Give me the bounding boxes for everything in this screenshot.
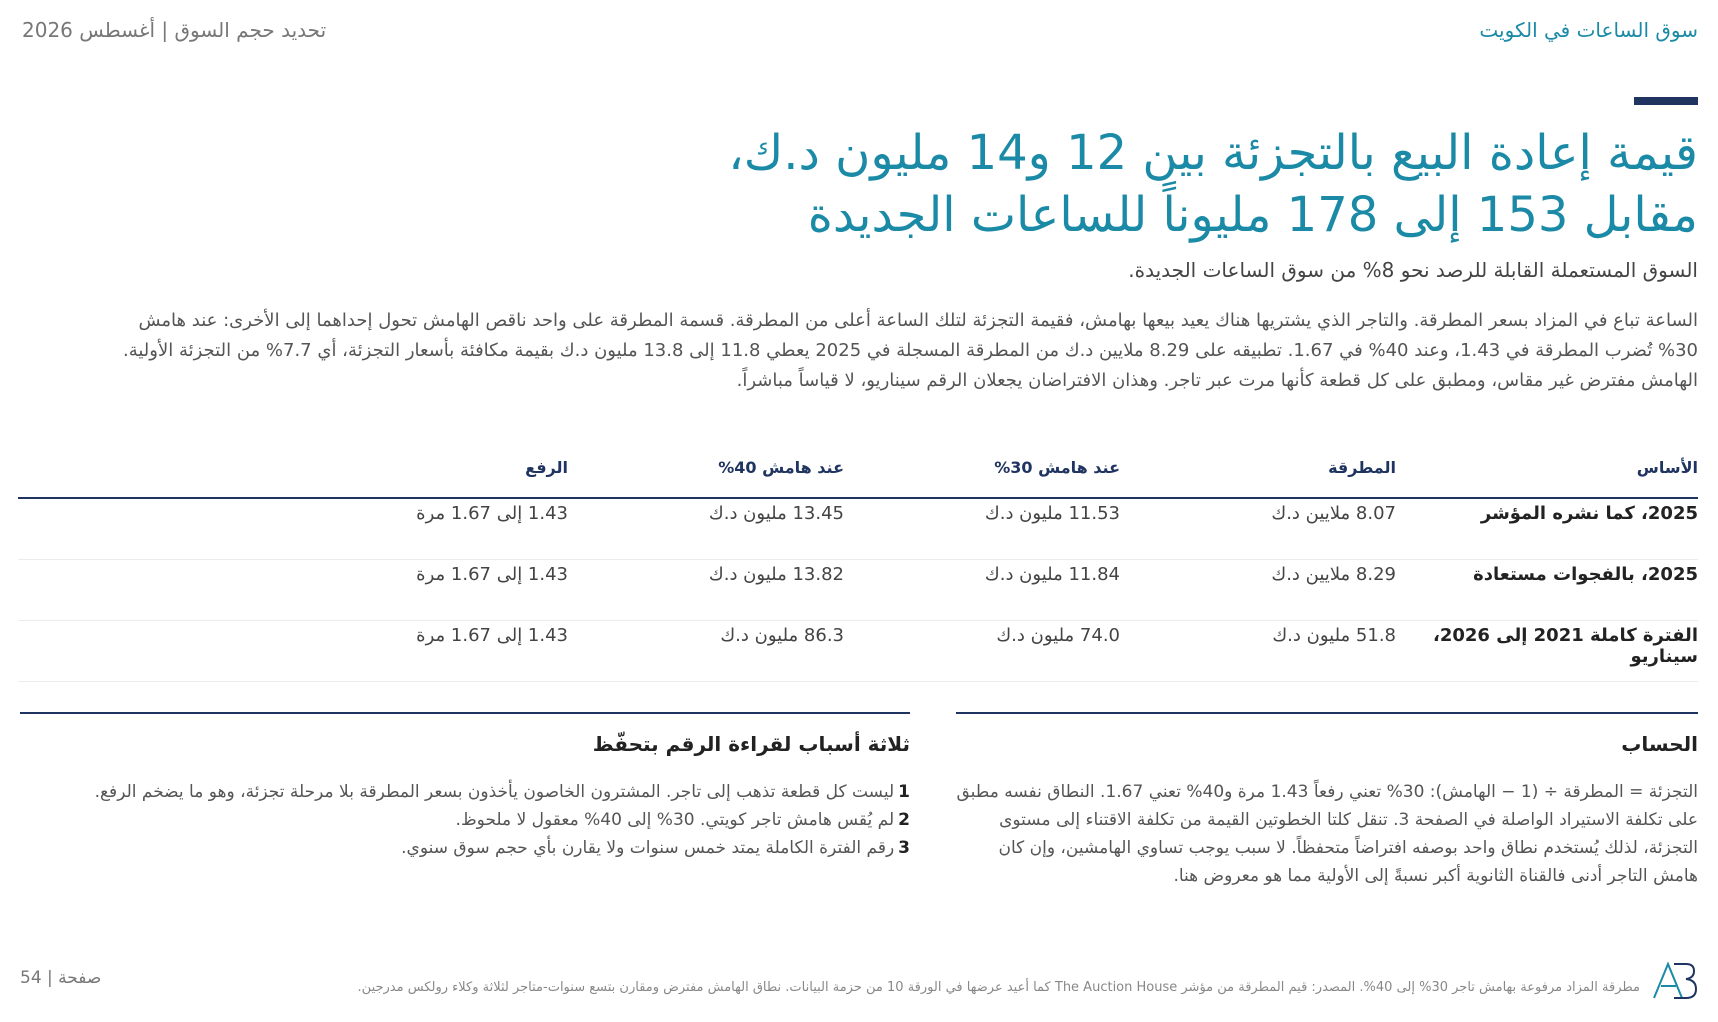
list-item-text: لم يُقس هامش تاجر كويتي. 30% إلى 40% معقول لا ملحوظ.: [455, 810, 895, 830]
column-header-uplift: الرفع: [18, 452, 568, 498]
title-accent-bar: [1634, 97, 1698, 105]
list-item-number: 2: [898, 810, 910, 830]
cell-margin-30: 11.84 مليون د.ك: [844, 560, 1120, 621]
caveats-heading: ثلاثة أسباب لقراءة الرقم بتحفّظ: [592, 732, 910, 756]
section-header: سوق الساعات في الكويت: [1479, 18, 1698, 42]
list-item-text: ليست كل قطعة تذهب إلى تاجر. المشترون الخاصون يأخذون بسعر المطرقة بلا مرحلة تجزئة، وهو ما يضخم الرفع.: [94, 782, 895, 802]
cell-basis: 2025، كما نشره المؤشر: [1396, 498, 1698, 560]
table-row: [18, 498, 1698, 560]
brand-logo: [1652, 960, 1698, 1000]
retail-value-table: [18, 452, 1698, 682]
cell-margin-30: 74.0 مليون د.ك: [844, 621, 1120, 682]
page-number: صفحة | 54: [20, 968, 102, 988]
list-item: [20, 834, 910, 862]
column-header-margin-40: عند هامش 40%: [568, 452, 844, 498]
column-header-hammer: المطرقة: [1120, 452, 1396, 498]
table-row: [18, 621, 1698, 682]
column-header-basis: الأساس: [1396, 452, 1698, 498]
calculation-heading: الحساب: [1621, 732, 1698, 756]
list-item: [20, 806, 910, 834]
cell-hammer: 51.8 مليون د.ك: [1120, 621, 1396, 682]
cell-basis: الفترة كاملة 2021 إلى 2026، سيناريو: [1396, 621, 1698, 682]
cell-hammer: 8.29 ملايين د.ك: [1120, 560, 1396, 621]
cell-margin-40: 86.3 مليون د.ك: [568, 621, 844, 682]
table-header-row: [18, 452, 1698, 498]
calculation-text: التجزئة = المطرقة ÷ (1 − الهامش): 30% تعني رفعاً 1.43 مرة و40% تعني 1.67. النطاق نفسه مطبق على تكلفة الاستيراد الواصلة في الصفحة 3. تنقل كلتا الخطوتين القيمة من تكلفة الاقتناء إلى مستوى التجزئة، لذلك يُستخدم نطاق واحد بوصفه افتراضاً متحفظاً. لا سبب يوجب تساوي الهامشين، وإن كان هامش التاجر أدنى فالقناة الثانوية أكبر نسبةً إلى الأولية مما هو معروض هنا.: [956, 782, 1698, 886]
cell-uplift: 1.43 إلى 1.67 مرة: [18, 621, 568, 682]
cell-uplift: 1.43 إلى 1.67 مرة: [18, 560, 568, 621]
cell-margin-40: 13.45 مليون د.ك: [568, 498, 844, 560]
cell-hammer: 8.07 ملايين د.ك: [1120, 498, 1396, 560]
calculation-section: [956, 712, 1698, 890]
list-item-number: 3: [898, 838, 910, 858]
cell-margin-40: 13.82 مليون د.ك: [568, 560, 844, 621]
column-header-margin-30: عند هامش 30%: [844, 452, 1120, 498]
title-line-1: قيمة إعادة البيع بالتجزئة بين 12 و14 مليون د.ك،: [728, 125, 1698, 181]
caveats-list: [20, 778, 910, 862]
list-item-text: رقم الفترة الكاملة يمتد خمس سنوات ولا يقارن بأي حجم سوق سنوي.: [401, 838, 895, 858]
cell-basis: 2025، بالفجوات مستعادة: [1396, 560, 1698, 621]
page-title: [538, 122, 1698, 246]
report-header: تحديد حجم السوق | أغسطس 2026: [22, 18, 327, 42]
body-paragraph: الساعة تباع في المزاد بسعر المطرقة. والتاجر الذي يشتريها هناك يعيد بيعها بهامش، فقيمة التجزئة لتلك الساعة أعلى من المطرقة. قسمة المطرقة على واحد ناقص الهامش تحول إحداهما إلى الأخرى: عند هامش 30% تُضرب المطرقة في 1.43، وعند 40% في 1.67. تطبيقه على 8.29 ملايين د.ك من المطرقة المسجلة في 2025 يعطي 11.8 إلى 13.8 مليون د.ك بقيمة مكافئة بأسعار التجزئة، أي 7.7% من التجزئة الأولية. الهامش مفترض غير مقاس، ومطبق على كل قطعة كأنها مرت عبر تاجر. وهذان الافتراضان يجعلان الرقم سيناريو، لا قياساً مباشراً.: [123, 310, 1698, 391]
caveats-section: [20, 712, 910, 879]
cell-uplift: 1.43 إلى 1.67 مرة: [18, 498, 568, 560]
cell-margin-30: 11.53 مليون د.ك: [844, 498, 1120, 560]
source-footnote: مطرقة المزاد مرفوعة بهامش تاجر 30% إلى 40%. المصدر: قيم المطرقة من مؤشر The Auction House كما أعيد عرضها في الورقة 10 من حزمة البيانات. نطاق الهامش مفترض ومقارن بتسع سنوات-متاجر لثلاثة وكلاء رولكس مدرجين.: [357, 980, 1640, 995]
list-item-number: 1: [898, 782, 910, 802]
page-subtitle: السوق المستعملة القابلة للرصد نحو 8% من سوق الساعات الجديدة.: [1128, 258, 1698, 282]
title-line-2: مقابل 153 إلى 178 مليوناً للساعات الجديدة: [807, 187, 1698, 243]
list-item: [20, 778, 910, 806]
table-row: [18, 560, 1698, 621]
